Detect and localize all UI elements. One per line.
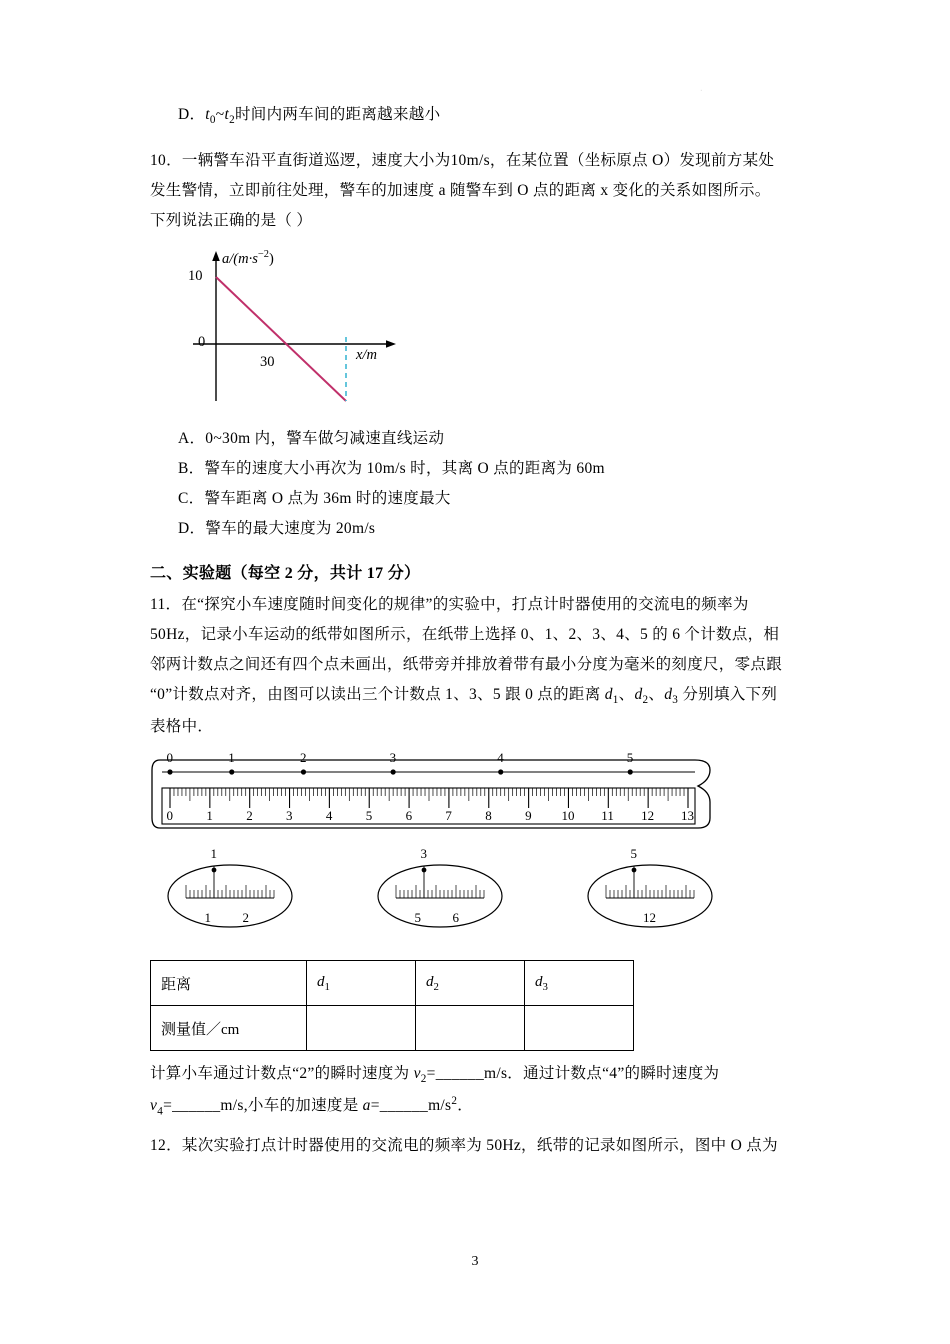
q11-line-5: 表格中． [150,718,214,736]
ruler-scale-label: 13 [681,808,694,824]
watermark: . [700,82,703,94]
q11-line-4: “0”计数点对齐，由图可以读出三个计数点 1、3、5 跟 0 点的距离 $d_1$、$d_2$、$d_3$ 分别填入下列 [150,686,778,707]
q10-line-3 [150,206,810,236]
chart-xtick-30: 30 [260,353,275,370]
q9-sub-2: 2 [229,114,235,127]
page-content [150,100,810,1161]
ruler-scale-label: 8 [485,808,492,824]
ruler-scale-label: 1 [206,808,213,824]
q11-after-table-1: 计算小车通过计数点“2”的瞬时速度为 $v_2=\_\_\_\_\_\_m/s$．通过计数点“4”的瞬时速度为 [150,1065,720,1086]
q10-option-a: A．0~30m 内，警车做匀减速直线运动 [178,429,445,447]
ruler-scale-label: 9 [525,808,532,824]
ruler-scale-label: 12 [641,808,655,824]
callout-bottom-label: 6 [452,910,459,926]
q11-text-1: 在“探究小车速度随时间变化的规律”的实验中，打点计时器使用的交流电的频率为 [181,595,749,613]
chart-ylabel-text: a/(m·s [222,250,258,267]
table-cell-d3: $d_3$ [525,961,634,1006]
q10-option-d: D．警车的最大速度为 20m/s [178,520,376,538]
callout-bottom-label: 2 [242,910,249,926]
table-cell-d1: $d_1$ [307,961,416,1006]
q10-option-c: C．警车距离 O 点为 36m 时的速度最大 [178,489,451,507]
table-row-header [151,961,634,1006]
table-cell-distance-label: 距离 [151,961,307,1006]
q11-after-table-2: $v_4=\_\_\_\_\_\_m/s$,小车的加速度是 $a=\_\_\_\_\_\_m/s^2$． [150,1095,474,1118]
tape-point-label: 4 [497,750,504,766]
ruler-scale-label: 11 [601,808,614,824]
table-cell-measure-label: 测量值／cm [151,1006,307,1051]
tape-point-label: 5 [626,750,634,766]
callout-bottom-label: 12 [643,910,656,926]
chart-ylabel-sup: −2 [257,248,269,260]
section-2-heading: 二、实验题（每空 2 分，共计 17 分） [150,565,421,583]
q9-tilde: ~ [215,106,225,123]
callout-bottom-label: 1 [204,910,211,926]
chart-xlabel-text: x/m [356,346,377,363]
q10-body-3: 下列说法正确的是（ ） [150,212,313,230]
ruler-scale-label: 3 [286,808,293,824]
callout-top-label: 1 [210,846,217,862]
table-cell-d2: $d_2$ [416,961,525,1006]
callout-bottom-label: 5 [414,910,421,926]
q10-graph [168,249,588,414]
q11-ruler-figure [150,750,810,950]
q9-var-t2: t [224,106,230,123]
ruler-scale-label: 2 [246,808,253,824]
callout-top-label: 5 [630,846,637,862]
q10-line-1 [150,146,810,176]
q12-number: 12． [150,1137,182,1155]
table-cell-value-2[interactable] [416,1006,525,1051]
q10-body-1: 一辆警车沿平直街道巡逻，速度大小为10m/s，在某位置（坐标原点 O）发现前方某处 [181,151,775,169]
callout-top-label: 3 [420,846,427,862]
chart-xlabel [356,347,377,364]
ruler-scale-label: 7 [445,808,452,824]
ruler-scale-label: 5 [365,808,373,824]
q9-option-d [178,100,810,132]
chart-origin-0: 0 [198,333,206,350]
ruler-scale-label: 6 [405,808,413,824]
q10-body-2: 发生警情，立即前往处理，警车的加速度 a 随警车到 O 点的距离 x 变化的关系如图所示。 [150,182,771,200]
table-cell-value-3[interactable] [525,1006,634,1051]
page-number: 3 [471,1254,479,1269]
callout-ovals-svg [150,858,810,938]
q9-option-d-text: 时间内两车间的距离越来越小 [234,106,441,123]
q9-var-t0: t [205,106,210,123]
tape-point-label: 3 [389,750,397,766]
ruler-scale-label: 0 [166,808,173,824]
q9-sub-0: 0 [209,114,216,127]
tape-point-label: 1 [228,750,235,766]
a-x-chart-svg [168,249,588,414]
q9-option-d-label: D． [178,106,206,123]
tape-point-label: 2 [299,750,307,766]
q10-number: 10． [150,151,182,169]
chart-ylabel-tail: ) [268,250,274,267]
chart-ylabel [222,249,274,268]
chart-ytick-10: 10 [188,267,203,284]
tape-point-label: 0 [166,750,173,766]
q10-option-b: B．警车的速度大小再次为 10m/s 时，其离 O 点的距离为 60m [178,459,605,477]
q11-line-1 [150,590,810,620]
table-cell-value-1[interactable] [307,1006,416,1051]
q12-text-1: 某次实验打点计时器使用的交流电的频率为 50Hz，纸带的记录如图所示，图中 O 点为 [181,1137,778,1155]
ruler-scale-label: 10 [561,808,575,824]
q10-line-2 [150,176,810,206]
table-row-values [151,1006,634,1051]
ruler-scale-label: 4 [325,808,333,824]
measurement-table [150,960,634,1051]
q11-line-2: 50Hz，记录小车运动的纸带如图所示，在纸带上选择 0、1、2、3、4、5 的 6 个计数点，相 [150,625,780,643]
q11-line-3: 邻两计数点之间还有四个点未画出，纸带旁并排放着带有最小分度为毫米的刻度尺，零点跟 [150,656,783,673]
q11-number: 11． [150,595,182,613]
q12-line-1 [150,1131,810,1161]
